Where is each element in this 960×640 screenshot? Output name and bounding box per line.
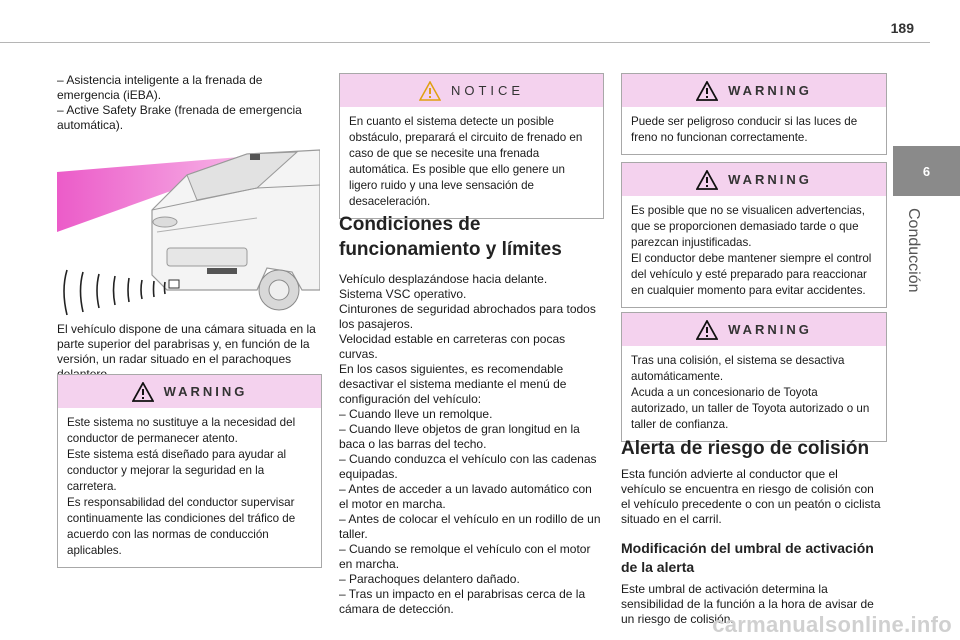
warning-header [622, 313, 886, 346]
subsection-heading: Modificación del umbral de activación de la alerta [621, 540, 874, 575]
warning-line: Acuda a un concesionario de Toyota autorizado, un taller de Toyota autorizado o un taller de confianza. [631, 386, 870, 431]
condition-line: En los casos siguientes, es recomendable desactivar el sistema mediante el menú de configuración del vehículo: [339, 362, 567, 406]
radar-waves [64, 270, 165, 315]
watermark: carmanualsonline.info [712, 612, 952, 637]
notice-triangle-icon [419, 81, 441, 101]
chapter-number: 6 [922, 163, 931, 179]
warning-line: Es posible que no se visualicen advertencias, que se proporcionen demasiado tarde o que parezcan injustificadas. [631, 204, 865, 249]
warning-triangle-icon [696, 81, 718, 101]
warning-line: Tras una colisión, el sistema se desactiva automáticamente. [631, 354, 845, 383]
warning-body [622, 196, 886, 307]
warning-triangle-icon [696, 320, 718, 340]
warning-title: WARNING [728, 172, 812, 187]
chapter-label: Conducción [905, 208, 922, 293]
warning-text: Puede ser peligroso conducir si las luces de freno no funcionan correctamente. [631, 115, 858, 144]
chapter-tab[interactable] [893, 146, 960, 196]
condition-line: – Antes de colocar el vehículo en un rodillo de un taller. [339, 512, 601, 541]
notice-box [339, 73, 604, 219]
condition-line: Velocidad estable en carreteras con pocas curvas. [339, 332, 566, 361]
condition-line: – Cuando lleve objetos de gran longitud en la baca o las barras del techo. [339, 422, 580, 451]
notice-text: En cuanto el sistema detecte un posible obstáculo, preparará el circuito de frenado en caso de que se necesite una frenada automática. Es posible que ello genere un ligero ruido y una leve sensación de desaceleración. [349, 115, 583, 208]
warning-body [622, 107, 886, 154]
warning-triangle-icon [132, 382, 154, 402]
condition-line: Vehículo desplazándose hacia delante. [339, 272, 548, 286]
warning-header [58, 375, 321, 408]
illustration-caption [57, 322, 320, 382]
warning-triangle-icon [696, 170, 718, 190]
warning-line: Este sistema no sustituye a la necesidad del conductor de permanecer atento. [67, 416, 296, 445]
chapter-label-container [898, 208, 928, 318]
warning-box-brake-lights [621, 73, 887, 155]
camera-radar-illustration [57, 140, 320, 320]
condition-line: – Tras un impacto en el parabrisas cerca de la cámara de detección. [339, 587, 586, 616]
warning-line: El conductor debe mantener siempre el control del vehículo y esté preparado para reaccionar en cualquier momento para evitar accidentes. [631, 252, 872, 297]
intro-line: – Active Safety Brake (frenada de emergencia automática). [57, 103, 302, 132]
warning-line: Este sistema está diseñado para ayudar al conductor y mejorar la seguridad en la carretera. [67, 448, 287, 493]
camera-unit [250, 154, 260, 160]
warning-body [58, 408, 321, 567]
intro-line: – Asistencia inteligente a la frenada de emergencia (iEBA). [57, 73, 263, 102]
warning-title: WARNING [163, 384, 248, 399]
notice-body [340, 107, 603, 218]
column-middle [339, 212, 604, 617]
warning-box-alerts [621, 162, 887, 308]
warning-box-collision [621, 312, 887, 442]
condition-line: – Parachoques delantero dañado. [339, 572, 520, 586]
column-left [57, 73, 320, 133]
condition-line: – Cuando se remolque el vehículo con el motor en marcha. [339, 542, 591, 571]
section-paragraph: Esta función advierte al conductor que el vehículo se encuentra en riesgo de colisión con el vehículo precedente o con un peatón o ciclista situado en el carril. [621, 467, 881, 526]
car-front-drawing [57, 140, 320, 320]
condition-line: Sistema VSC operativo. [339, 287, 467, 301]
warning-header [622, 74, 886, 107]
section-heading: Condiciones de funcionamiento y límites [339, 214, 562, 260]
page-number: 189 [890, 20, 914, 36]
notice-title: NOTICE [450, 83, 525, 98]
caption-text: El vehículo dispone de una cámara situada en la parte superior del parabrisas y, en función de la versión, un radar situado en el parachoques [57, 322, 316, 366]
warning-box-left [57, 374, 322, 568]
section-heading: Alerta de riesgo de colisión [621, 438, 870, 459]
condition-line: – Cuando conduzca el vehículo con las cadenas equipadas. [339, 452, 597, 481]
warning-title: WARNING [728, 322, 812, 337]
condition-line: – Cuando lleve un remolque. [339, 407, 493, 421]
radar-unit [169, 280, 179, 288]
warning-title: WARNING [728, 83, 812, 98]
header-rule [0, 42, 930, 43]
condition-line: Cinturones de seguridad abrochados para todos los pasajeros. [339, 302, 596, 331]
condition-line: – Antes de acceder a un lavado automático con el motor en marcha. [339, 482, 592, 511]
notice-header [340, 74, 603, 107]
column-right-text [621, 436, 885, 627]
subsection-paragraph: Este umbral de activación determina la sensibilidad de la función a la hora de avisar de un riesgo de colisión. [621, 582, 874, 626]
warning-line: Es responsabilidad del conductor supervisar continuamente las condiciones del tráfico de acuerdo con las normas de conducción aplicables. [67, 496, 296, 557]
warning-body [622, 346, 886, 441]
warning-header [622, 163, 886, 196]
